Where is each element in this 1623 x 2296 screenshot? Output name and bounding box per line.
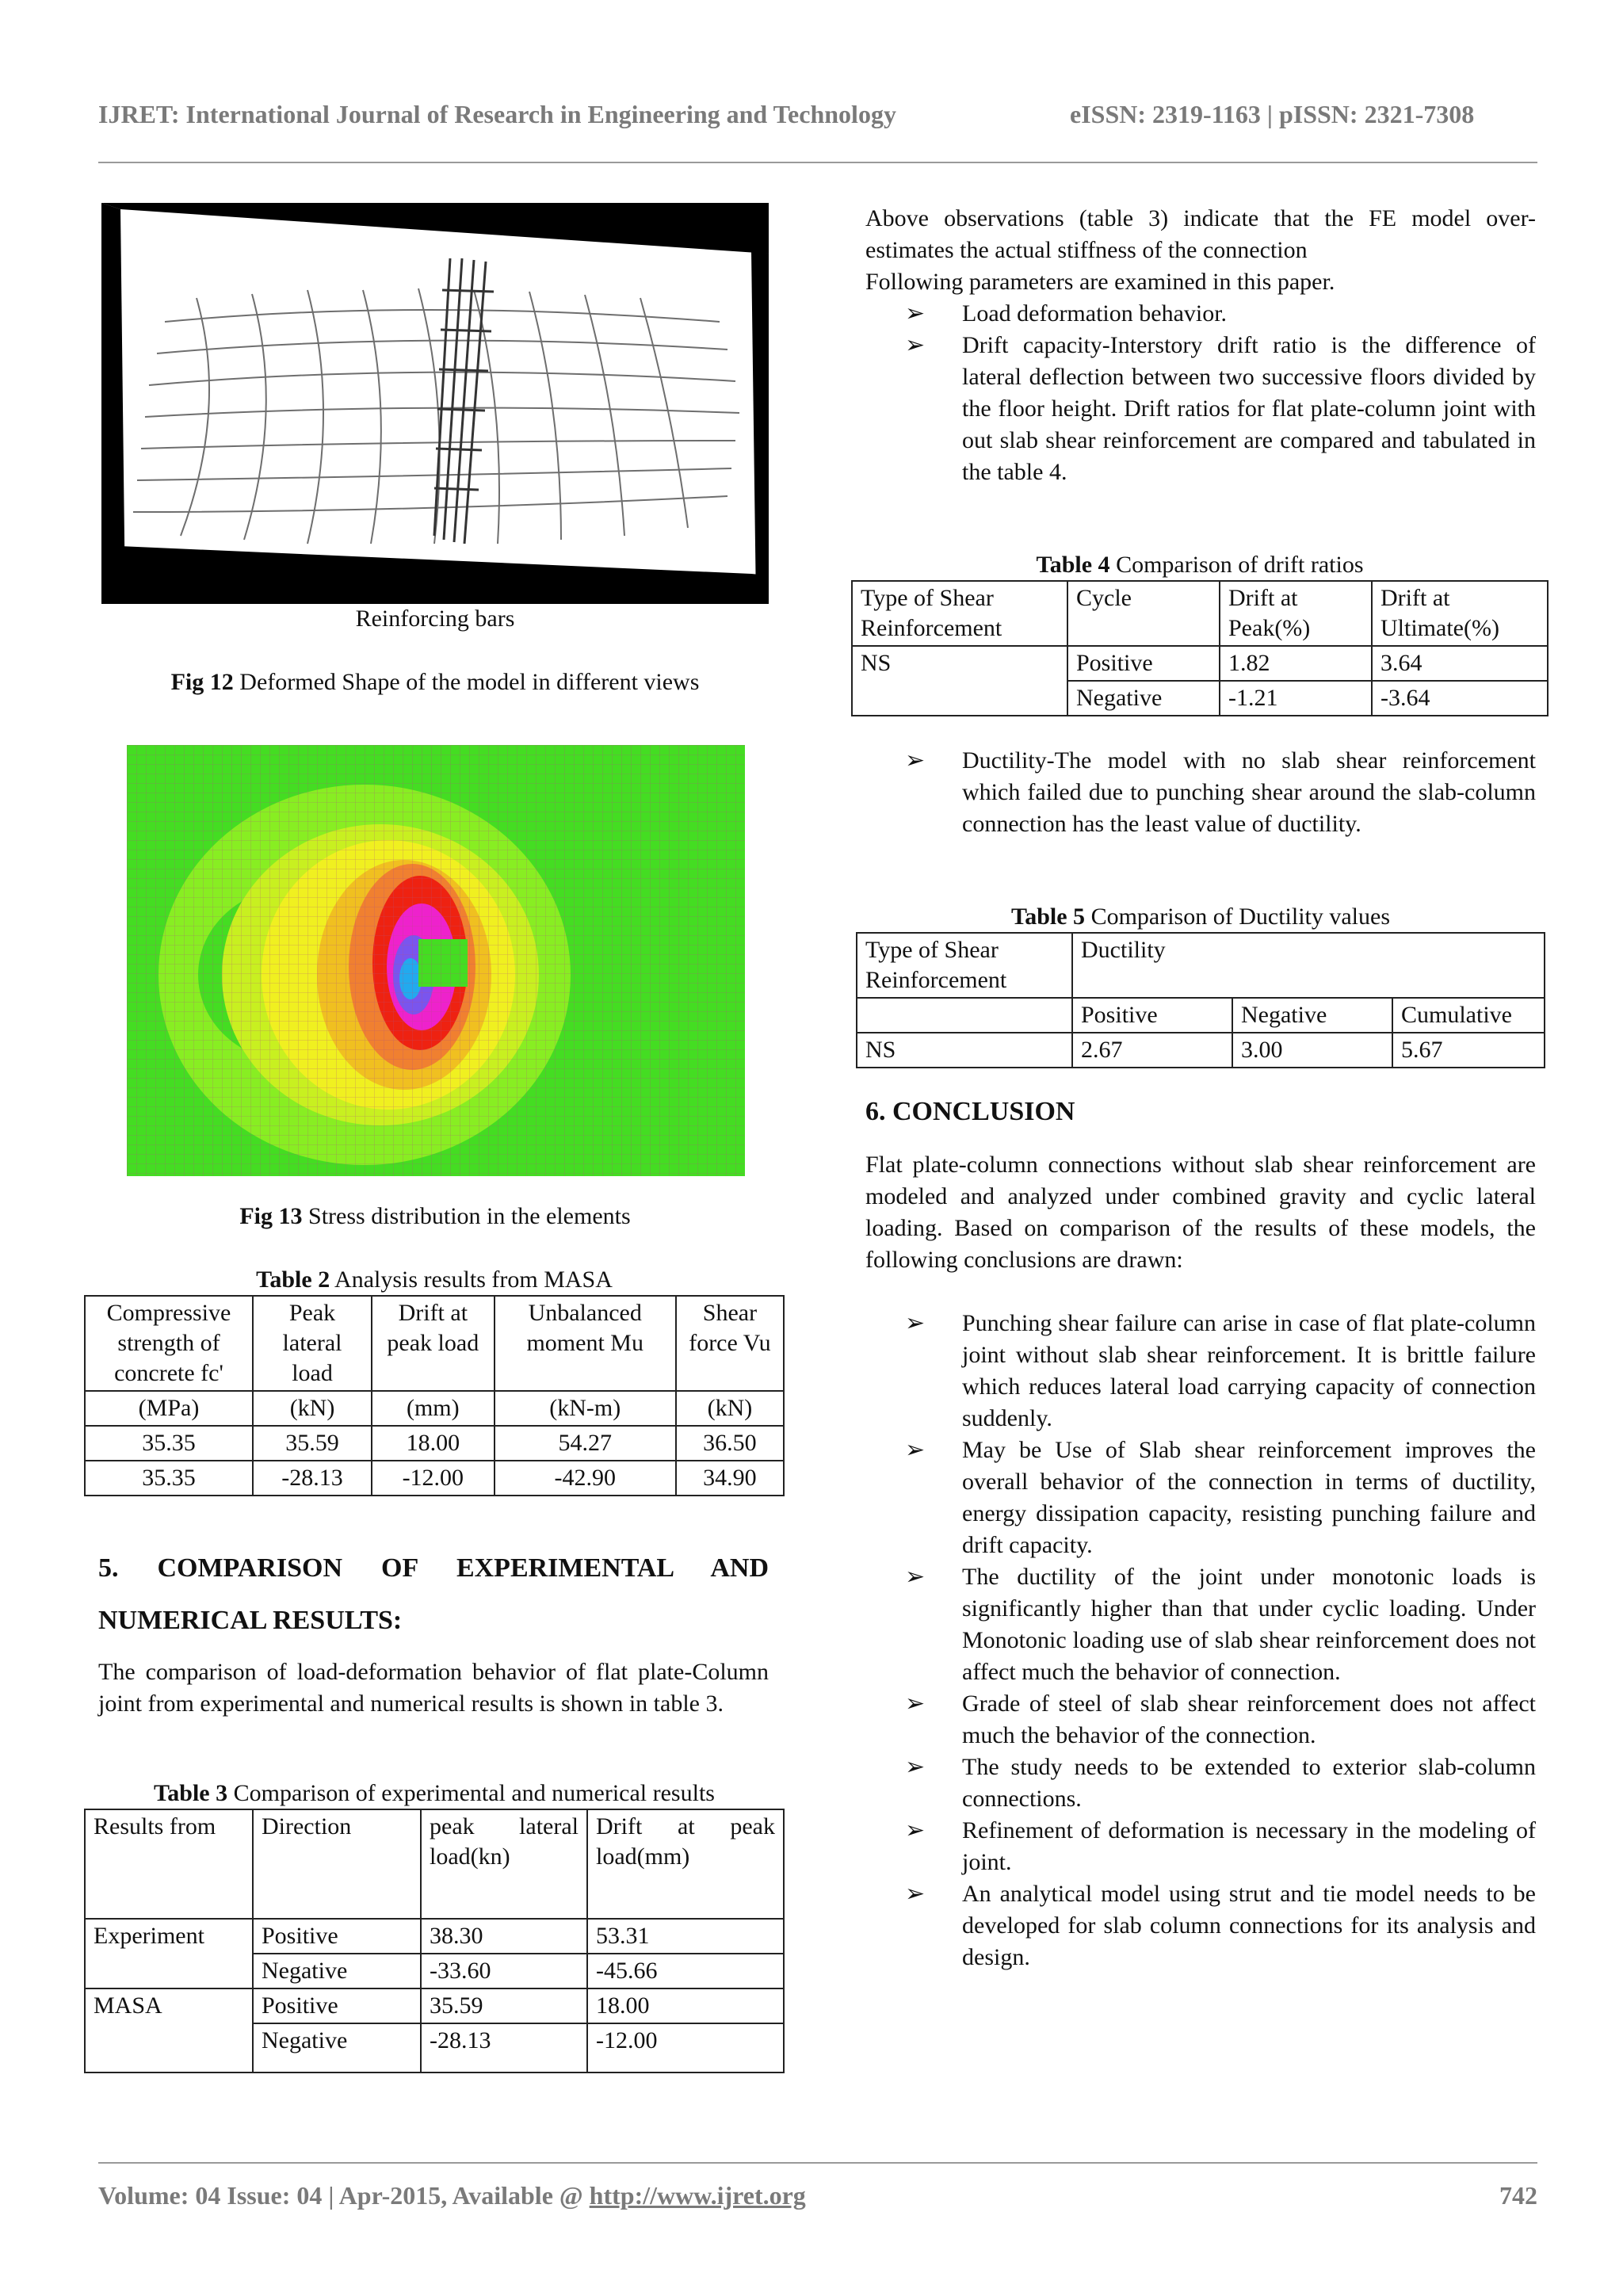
table2-cell: 36.50 [676,1426,784,1461]
table2-unit: (kN) [676,1391,784,1426]
table4-cell: 1.82 [1220,646,1372,681]
table2-cell: 35.59 [253,1426,372,1461]
table3-header-row [85,1809,784,1919]
table2 [84,1295,785,1496]
table5-subheader: Negative [1232,998,1392,1033]
table-row [85,1988,784,2023]
table-row [85,1919,784,1954]
table2-cell: 34.90 [676,1461,784,1496]
table4-header: Drift at Ultimate(%) [1372,581,1548,646]
table3-cell: 53.31 [587,1919,784,1954]
fig13-caption-label: Fig 13 [239,1203,303,1229]
table4-type: NS [852,646,1067,716]
table4-caption [851,550,1549,580]
bullet-arrow-icon: ➢ [905,1754,926,1780]
table3-cell: -33.60 [421,1954,587,1988]
bullet-text: May be Use of Slab shear reinforcement improves the overall behavior of the connection in terms of ductility, energy dissipation capacity, resisting punching failure and drift capacity. [962,1437,1536,1558]
list-item [865,1308,1536,1435]
table3-group: MASA [85,1988,253,2073]
footer-rule [98,2162,1537,2164]
bullet-text: Punching shear failure can arise in case of flat plate-column joint without slab shear reinforcement. It is brittle failure which reduces lateral load carrying capacity of connection suddenly. [962,1310,1536,1431]
fig13-image [127,745,745,1176]
table2-caption-text: Analysis results from MASA [330,1266,613,1293]
table5-cell: 3.00 [1232,1033,1392,1068]
table2-caption-label: Table 2 [256,1266,330,1293]
table5-cell: 2.67 [1072,1033,1232,1068]
table5-caption-text: Comparison of Ductility values [1085,904,1391,930]
footer-volume: Volume: 04 Issue: 04 | Apr-2015, Available @ [98,2181,590,2210]
page-number: 742 [1499,2181,1537,2210]
table2-units-row [85,1391,784,1426]
table3-cell: Negative [253,1954,421,1988]
section6-title: 6. CONCLUSION [865,1097,1075,1126]
right-intro2: Following parameters are examined in this paper. [865,269,1335,295]
conclusion-bullets [865,1308,1536,1973]
table3-caption-label: Table 3 [154,1780,228,1806]
table5-subheader: Cumulative [1392,998,1545,1033]
bullet-text: Load deformation behavior. [962,300,1228,327]
table4 [851,580,1549,716]
fig12-sublabel: Reinforcing bars [355,606,515,632]
bullet-arrow-icon: ➢ [905,747,926,774]
table2-unit: (kN-m) [495,1391,676,1426]
table5-cell: NS [857,1033,1072,1068]
table4-cell: Negative [1067,681,1220,716]
table4-cell: -1.21 [1220,681,1372,716]
table3-cell: -45.66 [587,1954,784,1988]
fig12-image [101,203,769,604]
table4-header: Drift at Peak(%) [1220,581,1372,646]
bullet-text: Ductility-The model with no slab shear reinforcement which failed due to punching shear around the slab-column connection has the least value of ductility. [962,747,1536,837]
table5-header-row [857,933,1545,998]
table3 [84,1809,785,2073]
table2-cell: 35.35 [85,1426,253,1461]
table2-cell: 35.35 [85,1461,253,1496]
footer-left [98,2181,806,2210]
table3-caption [84,1778,785,1809]
journal-title: IJRET: International Journal of Research in Engineering and Technology [98,100,896,128]
table4-header: Cycle [1067,581,1220,646]
table3-header: peak lateral load(kn) [421,1809,587,1919]
table4-cell: 3.64 [1372,646,1548,681]
list-item [865,298,1536,330]
table3-cell: Negative [253,2023,421,2073]
table2-cell: -12.00 [372,1461,495,1496]
table5-header-type: Type of Shear Reinforcement [857,933,1072,998]
table4-caption-label: Table 4 [1036,552,1110,578]
bullet-text: The ductility of the joint under monotonic loads is significantly higher than that under cyclic loading. Under Monotonic loading use of slab shear reinforcement does not affect much the behavior of connection. [962,1564,1536,1685]
table3-cell: 38.30 [421,1919,587,1954]
list-item [865,1688,1536,1752]
right-bullets-top [865,298,1536,488]
table2-caption [84,1265,785,1295]
right-intro: Above observations (table 3) indicate that the FE model over-estimates the actual stiffness of the connection [865,205,1536,263]
bullet-text: Grade of steel of slab shear reinforcement does not affect much the behavior of the connection. [962,1690,1536,1748]
list-item [865,1561,1536,1688]
table3-cell: -28.13 [421,2023,587,2073]
table3-caption-text: Comparison of experimental and numerical results [227,1780,715,1806]
table5-sub-row [857,998,1545,1033]
table2-cell: -42.90 [495,1461,676,1496]
table5-cell: 5.67 [1392,1033,1545,1068]
table4-caption-text: Comparison of drift ratios [1109,552,1364,578]
section5-paragraph: The comparison of load-deformation behavior of flat plate-Column joint from experimental and numerical results is shown in table 3. [98,1659,769,1717]
bullet-arrow-icon: ➢ [905,1310,926,1336]
bullet-text: Refinement of deformation is necessary in the modeling of joint. [962,1817,1536,1875]
bullet-arrow-icon: ➢ [905,1817,926,1843]
table5-header-ductility: Ductility [1072,933,1545,998]
table4-header-row [852,581,1548,646]
list-item [865,1878,1536,1973]
table2-unit: (MPa) [85,1391,253,1426]
table3-header: Drift at peak load(mm) [587,1809,784,1919]
bullet-arrow-icon: ➢ [905,1437,926,1463]
list-item [865,745,1536,840]
header-rule [98,162,1537,163]
table2-header: Drift at peak load [372,1296,495,1391]
fig12-caption-text: Deformed Shape of the model in different views [233,669,700,695]
bullet-text: Drift capacity-Interstory drift ratio is the difference of lateral deflection between two successive floors divided by the floor height. Drift ratios for flat plate-column joint with out slab shear reinforcement are compared and tabulated in the table 4. [962,332,1536,485]
table2-header: Unbalanced moment Mu [495,1296,676,1391]
list-item [865,1815,1536,1878]
fig13-caption-text: Stress distribution in the elements [302,1203,631,1229]
table-row [857,1033,1545,1068]
table2-header: Peak lateral load [253,1296,372,1391]
table-row [85,1461,784,1496]
table4-cell: Positive [1067,646,1220,681]
table2-header-row [85,1296,784,1391]
table3-cell: 35.59 [421,1988,587,2023]
table5-caption-label: Table 5 [1010,904,1086,930]
issn: eISSN: 2319-1163 | pISSN: 2321-7308 [1070,100,1475,128]
table4-header: Type of Shear Reinforcement [852,581,1067,646]
table4-cell: -3.64 [1372,681,1548,716]
table2-cell: 18.00 [372,1426,495,1461]
table3-header: Results from [85,1809,253,1919]
table2-unit: (kN) [253,1391,372,1426]
list-item [865,330,1536,488]
bullet-arrow-icon: ➢ [905,1690,926,1717]
table3-cell: -12.00 [587,2023,784,2073]
table3-cell: Positive [253,1988,421,2023]
table2-cell: 54.27 [495,1426,676,1461]
bullet-arrow-icon: ➢ [905,332,926,358]
section5-title-line2: NUMERICAL RESULTS: [98,1606,403,1635]
table3-cell: Positive [253,1919,421,1954]
list-item [865,1435,1536,1561]
bullet-text: The study needs to be extended to exterior slab-column connections. [962,1754,1536,1812]
right-bullets-mid [865,745,1536,840]
table3-cell: 18.00 [587,1988,784,2023]
bullet-text: An analytical model using strut and tie model needs to be developed for slab column connections for its analysis and design. [962,1881,1536,1970]
table2-header: Compressive strength of concrete fc' [85,1296,253,1391]
table3-header: Direction [253,1809,421,1919]
table2-cell: -28.13 [253,1461,372,1496]
section6-paragraph: Flat plate-column connections without slab shear reinforcement are modeled and analyzed under combined gravity and cyclic lateral loading. Based on comparison of the results of these models, the following conclusions are drawn: [865,1152,1536,1273]
fig12-caption [101,667,769,697]
table5-subheader: Positive [1072,998,1232,1033]
bullet-arrow-icon: ➢ [905,300,926,327]
bullet-arrow-icon: ➢ [905,1564,926,1590]
table5-empty-cell [857,998,1072,1033]
fig12-caption-label: Fig 12 [170,669,234,695]
table5 [856,932,1545,1068]
section5-title-line1: 5. COMPARISON OF EXPERIMENTAL AND [98,1553,769,1583]
list-item [865,1752,1536,1815]
footer-link[interactable]: http://www.ijret.org [589,2181,806,2210]
table5-caption [856,902,1545,932]
table3-group: Experiment [85,1919,253,1988]
table2-unit: (mm) [372,1391,495,1426]
fig13-caption [101,1201,769,1232]
table2-header: Shear force Vu [676,1296,784,1391]
table-row [852,646,1548,681]
bullet-arrow-icon: ➢ [905,1881,926,1907]
table-row [85,1426,784,1461]
